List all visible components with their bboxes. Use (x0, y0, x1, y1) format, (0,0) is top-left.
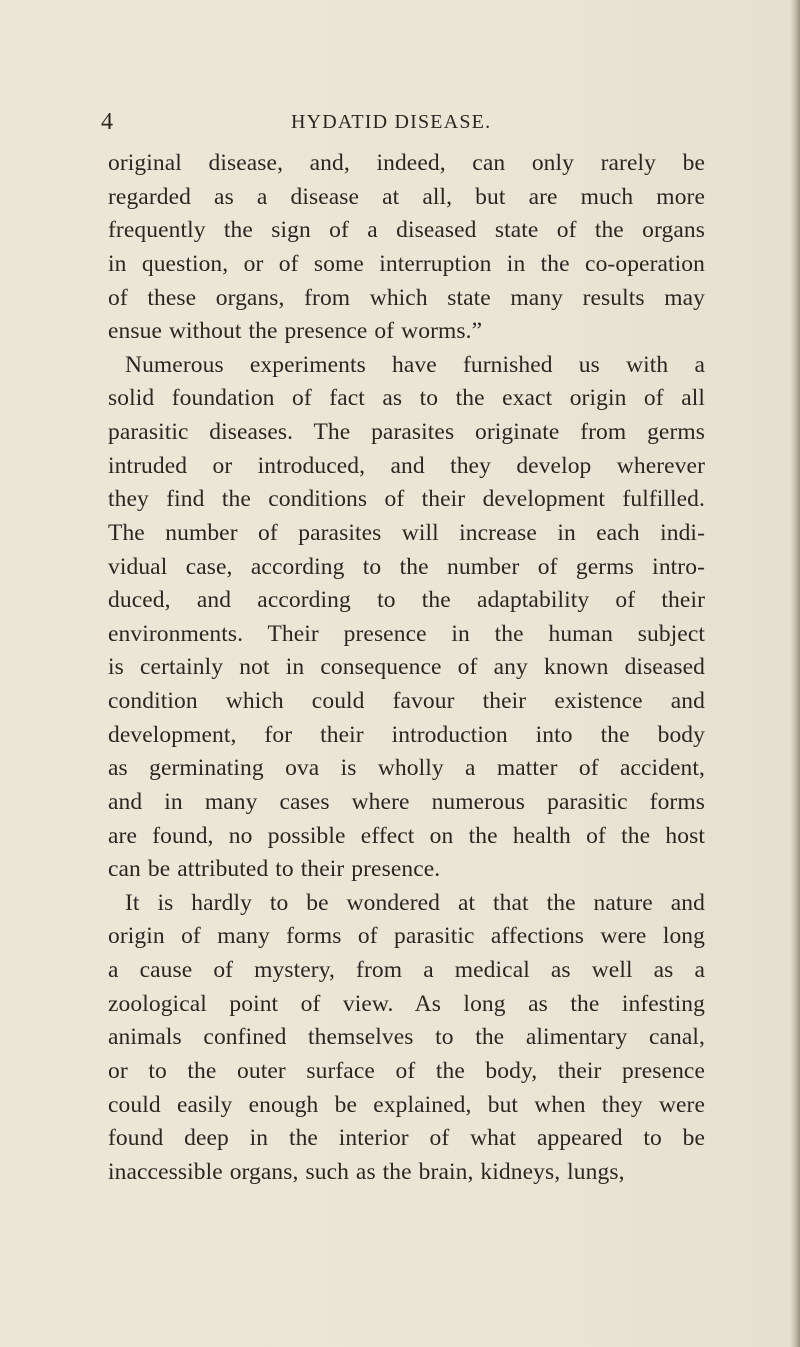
text-line: It is hardly to be wondered at that the nature and (125, 889, 705, 916)
text-line: parasitic diseases. The parasites originate from germs (108, 419, 705, 445)
text-line: could easily enough be explained, but when they were (108, 1091, 705, 1118)
text-line: origin of many forms of parasitic affections were long (108, 923, 705, 950)
text-line: as germinating ova is wholly a matter of accident, (108, 755, 705, 782)
text-line: frequently the sign of a diseased state of the organs (108, 217, 705, 244)
text-line: is certainly not in consequence of any known diseased (108, 654, 705, 681)
text-line: inaccessible organs, such as the brain, kidneys, lungs, (108, 1158, 625, 1185)
text-line: solid foundation of fact as to the exact origin of all (108, 385, 705, 412)
text-line: vidual case, according to the number of germs intro- (108, 553, 705, 580)
running-head: HYDATID DISEASE. (291, 111, 492, 133)
text-line: are found, no possible effect on the health of the host (108, 822, 705, 849)
text-line: ensue without the presence of worms.” (108, 318, 483, 345)
text-line: animals confined themselves to the alimentary canal, (108, 1024, 705, 1051)
text-line: development, for their introduction into the body (108, 721, 705, 748)
page-edge-shadow (790, 0, 800, 1347)
text-line: original disease, and, indeed, can only rarely be (108, 150, 705, 176)
text-line: and in many cases where numerous parasitic forms (108, 788, 705, 815)
text-line: found deep in the interior of what appeared to be (108, 1125, 705, 1152)
paragraph (108, 349, 705, 887)
text-line: Numerous experiments have furnished us with a (125, 351, 705, 378)
paragraph (108, 147, 705, 349)
text-line: or to the outer surface of the body, their presence (108, 1057, 705, 1084)
text-line: intruded or introduced, and they develop wherever (108, 452, 705, 479)
text-line: of these organs, from which state many results may (108, 284, 705, 311)
text-line: The number of parasites will increase in each indi- (108, 519, 705, 546)
text-line: can be attributed to their presence. (108, 856, 441, 883)
text-line: condition which could favour their existence and (108, 688, 705, 714)
page-number: 4 (101, 109, 113, 135)
text-line: regarded as a disease at all, but are much more (108, 183, 705, 210)
text-line: they find the conditions of their development fulfilled. (108, 486, 705, 513)
text-line: a cause of mystery, from a medical as well as a (108, 957, 705, 983)
text-line: duced, and according to the adaptability of their (108, 587, 705, 614)
text-line: zoological point of view. As long as the infesting (108, 990, 705, 1017)
page-header (0, 106, 800, 138)
text-line: environments. Their presence in the human subject (108, 620, 705, 647)
paragraph (108, 887, 705, 1190)
text-line: in question, or of some interruption in the co-operation (108, 250, 705, 277)
body-text (108, 147, 705, 1189)
